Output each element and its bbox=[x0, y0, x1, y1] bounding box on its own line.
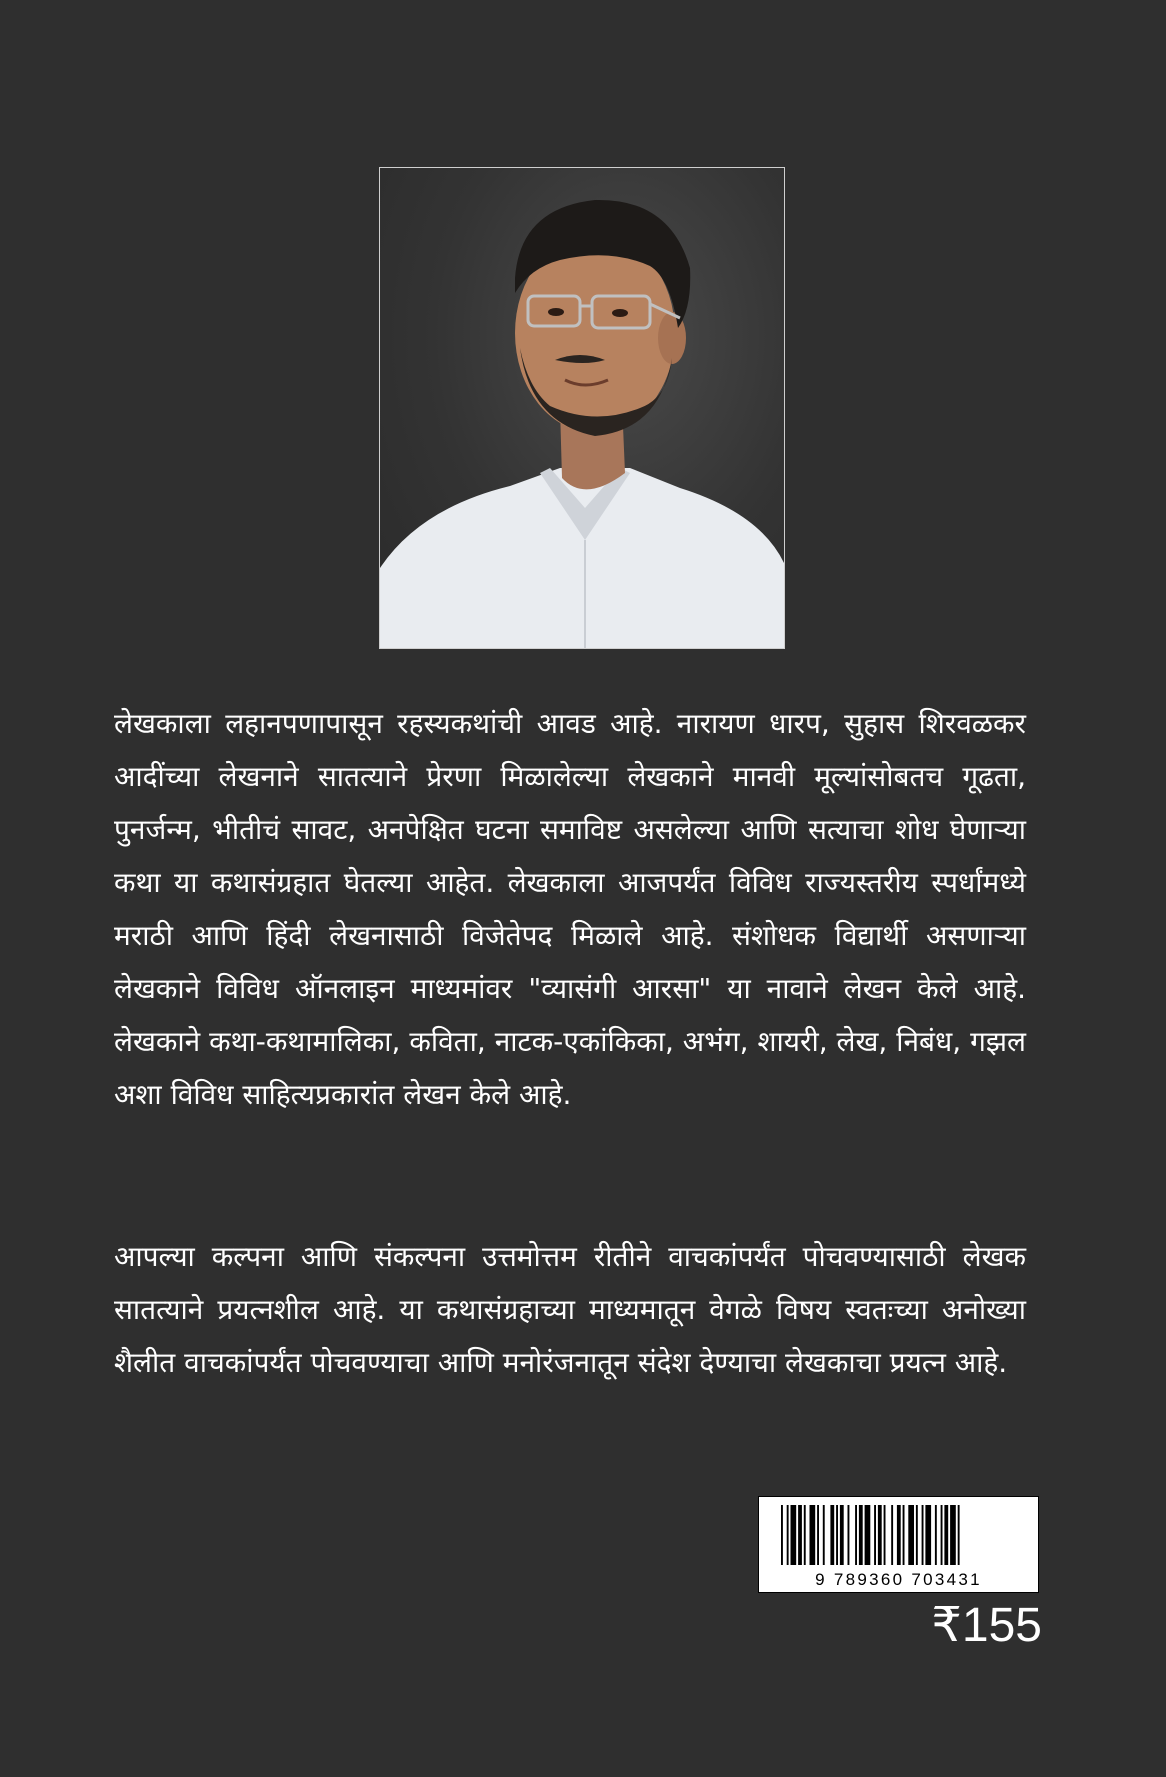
author-intent-paragraph: आपल्या कल्पना आणि संकल्पना उत्तमोत्तम रीतीने वाचकांपर्यंत पोचवण्यासाठी लेखक सातत्याने प्रयत्नशील आहे. या कथासंग्रहाच्या माध्यमातून वेगळे विषय स्वतःच्या अनोख्या शैलीत वाचकांपर्यंत पोचवण्याचा आणि मनोरंजनातून संदेश देण्याचा लेखकाचा प्रयत्न आहे. bbox=[114, 1240, 1026, 1379]
barcode-bars bbox=[759, 1497, 1038, 1567]
isbn-number: 9 789360 703431 bbox=[815, 1570, 982, 1589]
author-photo bbox=[379, 167, 785, 649]
isbn-barcode bbox=[758, 1496, 1039, 1593]
author-portrait-icon bbox=[380, 168, 784, 648]
price-label: ₹155 bbox=[931, 1599, 1042, 1652]
author-bio-paragraph: लेखकाला लहानपणापासून रहस्यकथांची आवड आहे. नारायण धारप, सुहास शिरवळकर आदींच्या लेखनाने सातत्याने प्रेरणा मिळालेल्या लेखकाने मानवी मूल्यांसोबतच गूढता, पुनर्जन्म, भीतीचं सावट, अनपेक्षित घटना समाविष्ट असलेल्या आणि सत्याचा शोध घेणाऱ्या कथा या कथासंग्रहात घेतल्या आहेत. लेखकाला आजपर्यंत विविध राज्यस्तरीय स्पर्धांमध्ये मराठी आणि हिंदी लेखनासाठी विजेतेपद मिळाले आहे. संशोधक विद्यार्थी असणाऱ्या लेखकाने विविध ऑनलाइन माध्यमांवर "व्यासंगी आरसा" या नावाने लेखन केले आहे. लेखकाने कथा-कथामालिका, कविता, नाटक-एकांकिका, अभंग, शायरी, लेख, निबंध, गझल अशा विविध साहित्यप्रकारांत लेखन केले आहे. bbox=[114, 707, 1026, 1111]
